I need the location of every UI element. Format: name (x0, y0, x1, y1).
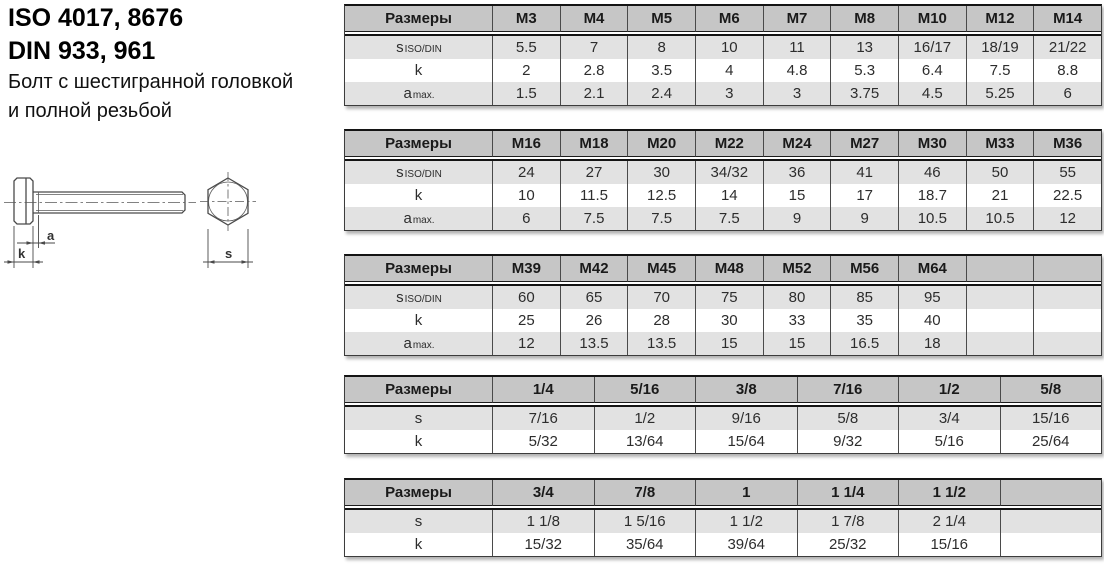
row-label: a $_{max.}$ (345, 82, 492, 105)
column-header (1000, 480, 1102, 506)
data-cell: 1.5 (492, 82, 560, 105)
title-block (8, 2, 338, 126)
data-cell: 3 (763, 82, 831, 105)
data-cell: 34/32 (695, 161, 763, 184)
size-table-inch-large (344, 478, 1102, 557)
column-header (1033, 256, 1101, 282)
data-cell: 2.4 (627, 82, 695, 105)
table-row (345, 309, 1101, 332)
table-header-row (345, 377, 1101, 403)
data-cell: 1 1/8 (492, 510, 594, 533)
row-label: s $_{ISO/DIN}$ (345, 161, 492, 184)
data-cell: 13.5 (627, 332, 695, 355)
table-row (345, 184, 1101, 207)
table-row (345, 510, 1101, 533)
data-cell: 39/64 (695, 533, 797, 556)
data-cell: 16.5 (830, 332, 898, 355)
data-cell: 14 (695, 184, 763, 207)
data-cell (966, 309, 1034, 332)
table-header-row (345, 131, 1101, 157)
data-cell: 26 (560, 309, 628, 332)
column-header: M52 (763, 256, 831, 282)
table-row (345, 533, 1101, 556)
data-cell: 9 (830, 207, 898, 230)
data-cell: 8 (627, 36, 695, 59)
data-cell (1033, 286, 1101, 309)
data-cell: 85 (830, 286, 898, 309)
product-description-line2: и полной резьбой (8, 100, 172, 122)
size-table-m3-m14 (344, 4, 1102, 106)
data-cell: 25/32 (797, 533, 899, 556)
data-cell: 10 (492, 184, 560, 207)
arrowhead (208, 260, 215, 264)
data-cell: 5.25 (966, 82, 1034, 105)
column-header: M5 (627, 6, 695, 32)
row-label: a $_{max.}$ (345, 207, 492, 230)
table-row (345, 286, 1101, 309)
table-corner-label: Размеры (345, 480, 492, 506)
data-cell (1033, 309, 1101, 332)
table-header-row (345, 6, 1101, 32)
data-cell: 18.7 (898, 184, 966, 207)
table-corner-label: Размеры (345, 6, 492, 32)
data-cell: 7.5 (966, 59, 1034, 82)
data-cell: 7/16 (492, 407, 594, 430)
data-cell: 9 (763, 207, 831, 230)
data-cell: 17 (830, 184, 898, 207)
data-cell: 50 (966, 161, 1034, 184)
table-row (345, 407, 1101, 430)
column-header: M3 (492, 6, 560, 32)
column-header: M12 (966, 6, 1034, 32)
data-cell: 18/19 (966, 36, 1034, 59)
data-cell: 70 (627, 286, 695, 309)
data-cell: 21/22 (1033, 36, 1101, 59)
arrowhead (242, 260, 249, 264)
data-cell: 7.5 (560, 207, 628, 230)
data-cell: 6.4 (898, 59, 966, 82)
column-header: M64 (898, 256, 966, 282)
table-header-row (345, 256, 1101, 282)
data-cell: 1 7/8 (797, 510, 899, 533)
data-cell (1000, 510, 1102, 533)
arrowhead (33, 260, 40, 264)
product-description-line1: Болт с шестигранной головкой (8, 71, 294, 93)
column-header: M14 (1033, 6, 1101, 32)
data-cell: 30 (695, 309, 763, 332)
data-cell: 10.5 (898, 207, 966, 230)
data-cell: 15 (763, 184, 831, 207)
data-cell: 2 1/4 (898, 510, 1000, 533)
arrowhead (8, 260, 15, 264)
data-cell: 25 (492, 309, 560, 332)
column-header: M7 (763, 6, 831, 32)
table-corner-label: Размеры (345, 377, 492, 403)
column-header: M42 (560, 256, 628, 282)
arrowhead (39, 241, 46, 245)
data-cell: 3.75 (830, 82, 898, 105)
column-header: M27 (830, 131, 898, 157)
column-header: 3/8 (695, 377, 797, 403)
data-cell: 12.5 (627, 184, 695, 207)
size-table-m39-m64 (344, 254, 1102, 356)
table-row (345, 332, 1101, 355)
data-cell: 55 (1033, 161, 1101, 184)
column-header: 3/4 (492, 480, 594, 506)
column-header: M33 (966, 131, 1034, 157)
data-cell: 7 (560, 36, 628, 59)
bolt-head-outline (14, 178, 33, 224)
data-cell: 4.8 (763, 59, 831, 82)
data-cell: 5/32 (492, 430, 594, 453)
data-cell: 3/4 (898, 407, 1000, 430)
data-cell: 40 (898, 309, 966, 332)
dim-label-k: k (18, 246, 26, 261)
data-cell: 2.8 (560, 59, 628, 82)
data-cell: 3 (695, 82, 763, 105)
column-header: 1 1/2 (898, 480, 1000, 506)
data-cell: 4.5 (898, 82, 966, 105)
data-cell: 8.8 (1033, 59, 1101, 82)
size-table-m16-m36 (344, 129, 1102, 231)
row-label: k (414, 433, 423, 450)
column-header: 1 1/4 (797, 480, 899, 506)
data-cell: 2.1 (560, 82, 628, 105)
data-cell: 9/32 (797, 430, 899, 453)
column-header: M45 (627, 256, 695, 282)
data-cell: 2 (492, 59, 560, 82)
data-cell (1033, 332, 1101, 355)
data-cell: 95 (898, 286, 966, 309)
standard-title-din: DIN 933, 961 (8, 37, 156, 65)
column-header: 1/4 (492, 377, 594, 403)
column-header: 1/2 (898, 377, 1000, 403)
row-label: k (414, 312, 423, 329)
row-label: k (414, 62, 423, 79)
data-cell: 11 (763, 36, 831, 59)
column-header: 5/8 (1000, 377, 1102, 403)
data-cell: 12 (492, 332, 560, 355)
column-header: M39 (492, 256, 560, 282)
column-header: M30 (898, 131, 966, 157)
data-cell: 27 (560, 161, 628, 184)
data-cell: 5.5 (492, 36, 560, 59)
row-label: s (345, 407, 492, 430)
data-cell: 12 (1033, 207, 1101, 230)
dim-label-a: a (47, 228, 55, 243)
column-header (966, 256, 1034, 282)
data-cell: 6 (1033, 82, 1101, 105)
data-cell: 46 (898, 161, 966, 184)
data-cell: 5/16 (898, 430, 1000, 453)
data-cell: 24 (492, 161, 560, 184)
data-cell: 15/64 (695, 430, 797, 453)
data-cell: 9/16 (695, 407, 797, 430)
data-cell: 10.5 (966, 207, 1034, 230)
table-row (345, 207, 1101, 230)
data-cell: 5/8 (797, 407, 899, 430)
dim-label-s: s (225, 246, 233, 261)
table-header-row (345, 480, 1101, 506)
row-label: s $_{ISO/DIN}$ (345, 36, 492, 59)
data-cell: 13/64 (594, 430, 696, 453)
data-cell: 75 (695, 286, 763, 309)
column-header: M4 (560, 6, 628, 32)
data-cell: 80 (763, 286, 831, 309)
data-cell: 33 (763, 309, 831, 332)
size-table-inch-small (344, 375, 1102, 454)
data-cell: 4 (695, 59, 763, 82)
column-header: M56 (830, 256, 898, 282)
column-header: 1 (695, 480, 797, 506)
table-corner-label: Размеры (345, 256, 492, 282)
column-header: M8 (830, 6, 898, 32)
table-row (345, 161, 1101, 184)
arrowhead (27, 241, 34, 245)
data-cell: 21 (966, 184, 1034, 207)
table-row (345, 82, 1101, 105)
standard-title-iso: ISO 4017, 8676 (8, 4, 184, 32)
data-cell: 15 (695, 332, 763, 355)
data-cell: 35 (830, 309, 898, 332)
column-header: 7/16 (797, 377, 899, 403)
column-header: M36 (1033, 131, 1101, 157)
data-cell: 16/17 (898, 36, 966, 59)
data-cell: 7.5 (627, 207, 695, 230)
data-cell: 7.5 (695, 207, 763, 230)
data-cell: 18 (898, 332, 966, 355)
column-header: M10 (898, 6, 966, 32)
data-cell: 13 (830, 36, 898, 59)
data-cell: 28 (627, 309, 695, 332)
data-cell: 60 (492, 286, 560, 309)
column-header: M48 (695, 256, 763, 282)
row-label: a $_{max.}$ (345, 332, 492, 355)
data-cell: 10 (695, 36, 763, 59)
data-cell: 65 (560, 286, 628, 309)
data-cell: 15/32 (492, 533, 594, 556)
data-cell (1000, 533, 1102, 556)
row-label: k (414, 187, 423, 204)
data-cell (966, 332, 1034, 355)
data-cell: 1/2 (594, 407, 696, 430)
column-header: M18 (560, 131, 628, 157)
data-cell: 11.5 (560, 184, 628, 207)
data-cell: 6 (492, 207, 560, 230)
data-cell: 15 (763, 332, 831, 355)
row-label: s $_{ISO/DIN}$ (345, 286, 492, 309)
data-cell: 36 (763, 161, 831, 184)
data-cell: 41 (830, 161, 898, 184)
data-cell: 25/64 (1000, 430, 1102, 453)
row-label: s (345, 510, 492, 533)
data-cell: 22.5 (1033, 184, 1101, 207)
column-header: 7/8 (594, 480, 696, 506)
column-header: M6 (695, 6, 763, 32)
column-header: M22 (695, 131, 763, 157)
table-row (345, 36, 1101, 59)
table-row (345, 59, 1101, 82)
table-row (345, 430, 1101, 453)
row-label: k (414, 536, 423, 553)
column-header: 5/16 (594, 377, 696, 403)
data-cell: 30 (627, 161, 695, 184)
column-header: M24 (763, 131, 831, 157)
column-header: M16 (492, 131, 560, 157)
data-cell: 35/64 (594, 533, 696, 556)
data-cell: 13.5 (560, 332, 628, 355)
data-cell: 5.3 (830, 59, 898, 82)
data-cell: 1 5/16 (594, 510, 696, 533)
column-header: M20 (627, 131, 695, 157)
data-cell (966, 286, 1034, 309)
data-cell: 15/16 (1000, 407, 1102, 430)
data-cell: 1 1/2 (695, 510, 797, 533)
data-cell: 3.5 (627, 59, 695, 82)
table-corner-label: Размеры (345, 131, 492, 157)
data-cell: 15/16 (898, 533, 1000, 556)
bolt-technical-drawing (0, 163, 270, 280)
